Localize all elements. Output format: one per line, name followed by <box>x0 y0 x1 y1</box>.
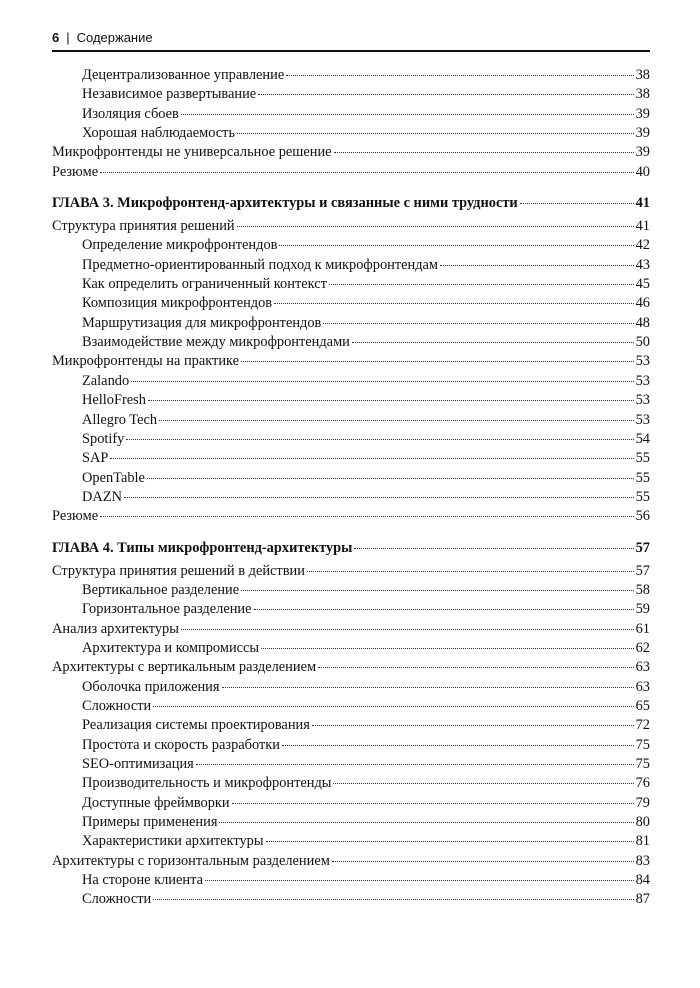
toc-entry-page: 58 <box>635 581 650 598</box>
toc-entry-title: ГЛАВА 3. Микрофронтенд-архитектуры и связанные с ними трудности <box>52 195 518 212</box>
toc-entry[interactable] <box>52 871 650 890</box>
toc-entry-title: Независимое развертывание <box>82 86 257 103</box>
toc-entry-page: 39 <box>635 125 650 142</box>
toc-entry[interactable] <box>52 620 650 639</box>
leader-dots <box>332 861 634 862</box>
toc-entry-title: DAZN <box>82 488 122 505</box>
toc-entry-title: Архитектуры с горизонтальным разделением <box>52 852 330 869</box>
toc-entry-title: Простота и скорость разработки <box>82 736 280 753</box>
leader-dots <box>232 803 634 804</box>
leader-dots <box>274 303 634 304</box>
toc-entry-title: Как определить ограниченный контекст <box>82 276 327 293</box>
toc-entry-page: 76 <box>635 775 650 792</box>
toc-entry-title: Доступные фреймворки <box>82 794 230 811</box>
leader-dots <box>153 899 633 900</box>
toc-entry-page: 65 <box>635 697 650 714</box>
toc-entry-title: Сложности <box>82 891 152 908</box>
toc-entry[interactable] <box>52 85 650 104</box>
toc-entry-page: 57 <box>635 562 650 579</box>
toc-entry-page: 55 <box>635 450 650 467</box>
toc-entry-title: Производительность и микрофронтенды <box>82 775 332 792</box>
leader-dots <box>254 609 634 610</box>
leader-dots <box>219 822 633 823</box>
leader-dots <box>282 745 634 746</box>
toc-entry-title: Примеры применения <box>82 814 218 831</box>
toc-entry[interactable] <box>52 333 650 352</box>
toc-entry-title: Резюме <box>52 508 99 525</box>
toc-entry-title: Zalando <box>82 372 130 389</box>
leader-dots <box>131 381 633 382</box>
toc-entry-page: 87 <box>635 891 650 908</box>
leader-dots <box>205 880 634 881</box>
toc-entry-page: 43 <box>635 256 650 273</box>
toc-entry[interactable] <box>52 678 650 697</box>
leader-dots <box>520 203 634 204</box>
toc-entry[interactable] <box>52 774 650 793</box>
leader-dots <box>307 571 634 572</box>
leader-dots <box>318 667 634 668</box>
toc-entry-title: Spotify <box>82 430 125 447</box>
toc-entry[interactable] <box>52 236 650 255</box>
leader-dots <box>329 284 634 285</box>
toc-entry-title: SAP <box>82 450 109 467</box>
toc-entry[interactable] <box>52 794 650 813</box>
leader-dots <box>333 783 633 784</box>
toc-entry-title: Структура принятия решений в действии <box>52 562 305 579</box>
leader-dots <box>237 226 634 227</box>
leader-dots <box>266 841 634 842</box>
toc-entry-title: Определение микрофронтендов <box>82 237 278 254</box>
toc-entry-title: Хорошая наблюдаемость <box>82 125 236 142</box>
toc-entry[interactable] <box>52 105 650 124</box>
toc-entry-title: HelloFresh <box>82 392 146 409</box>
toc-entry[interactable] <box>52 66 650 85</box>
toc-entry-title: Предметно-ориентированный подход к микрофронтендам <box>82 256 439 273</box>
toc-entry[interactable] <box>52 507 650 526</box>
toc-entry-title: Микрофронтенды не универсальное решение <box>52 144 332 161</box>
leader-dots <box>181 629 634 630</box>
toc-entry[interactable] <box>52 352 650 371</box>
toc-entry-page: 83 <box>635 852 650 869</box>
leader-dots <box>440 265 634 266</box>
toc-entry-page: 46 <box>635 295 650 312</box>
toc-entry-page: 53 <box>635 392 650 409</box>
toc-entry[interactable] <box>52 275 650 294</box>
toc-entry[interactable] <box>52 562 650 581</box>
toc-entry-page: 59 <box>635 601 650 618</box>
toc-entry-page: 41 <box>635 218 650 235</box>
toc-entry-page: 45 <box>635 276 650 293</box>
leader-dots <box>323 323 633 324</box>
toc-entry[interactable] <box>52 852 650 871</box>
leader-dots <box>181 114 634 115</box>
toc-entry-page: 62 <box>635 639 650 656</box>
toc-entry-title: Анализ архитектуры <box>52 620 179 637</box>
toc-entry[interactable] <box>52 449 650 468</box>
toc-entry-title: Сложности <box>82 697 152 714</box>
toc-entry-page: 53 <box>635 411 650 428</box>
toc-entry-page: 75 <box>635 756 650 772</box>
toc-entry-title: Allegro Tech <box>82 411 158 428</box>
toc-entry-title: Реализация системы проектирования <box>82 717 310 734</box>
toc-entry-title: OpenTable <box>82 469 145 486</box>
leader-dots <box>237 133 634 134</box>
toc-entry-page: 38 <box>635 67 650 83</box>
toc-entry[interactable] <box>52 488 650 507</box>
toc-entry[interactable] <box>52 890 650 909</box>
toc-entry[interactable] <box>52 813 650 832</box>
toc-entry-title: Оболочка приложения <box>82 678 220 695</box>
toc-entry-page: 84 <box>635 872 650 889</box>
toc-entry[interactable] <box>52 755 650 774</box>
leader-dots <box>100 172 633 173</box>
toc-entry-page: 80 <box>635 814 650 831</box>
toc-entry[interactable] <box>52 143 650 162</box>
toc-entry-page: 79 <box>635 794 650 811</box>
toc-entry[interactable] <box>52 217 650 236</box>
toc-entry-title: Децентрализованное управление <box>82 67 285 83</box>
leader-dots <box>261 648 634 649</box>
table-of-contents <box>52 66 650 910</box>
leader-dots <box>258 94 633 95</box>
toc-chapter-entry[interactable] <box>52 537 650 560</box>
toc-entry-title: Архитектуры с вертикальным разделением <box>52 659 317 676</box>
toc-entry-title: Маршрутизация для микрофронтендов <box>82 314 322 331</box>
leader-dots <box>352 342 634 343</box>
toc-entry-page: 63 <box>635 659 650 676</box>
toc-entry[interactable] <box>52 124 650 143</box>
leader-dots <box>124 497 634 498</box>
toc-entry-page: 54 <box>635 430 650 447</box>
leader-dots <box>334 152 634 153</box>
leader-dots <box>222 687 634 688</box>
leader-dots <box>148 400 634 401</box>
leader-dots <box>279 245 633 246</box>
leader-dots <box>354 548 633 549</box>
running-header <box>52 30 650 52</box>
leader-dots <box>153 706 633 707</box>
toc-entry-page: 61 <box>635 620 650 637</box>
leader-dots <box>241 590 633 591</box>
toc-entry[interactable] <box>52 391 650 410</box>
leader-dots <box>241 361 634 362</box>
toc-entry-page: 48 <box>635 314 650 331</box>
toc-entry-page: 81 <box>635 833 650 850</box>
toc-entry-page: 75 <box>635 736 650 753</box>
toc-entry-title: Горизонтальное разделение <box>82 601 252 618</box>
toc-entry-page: 53 <box>635 372 650 389</box>
page-number: 6 <box>52 30 60 45</box>
leader-dots <box>126 439 633 440</box>
toc-entry[interactable] <box>52 581 650 600</box>
toc-entry-title: Изоляция сбоев <box>82 105 179 122</box>
toc-entry-title: Микрофронтенды на практике <box>52 353 240 370</box>
leader-dots <box>159 420 634 421</box>
toc-chapter-entry[interactable] <box>52 192 650 215</box>
toc-entry[interactable] <box>52 314 650 333</box>
toc-entry-page: 53 <box>635 353 650 370</box>
toc-entry-page: 50 <box>635 334 650 351</box>
toc-entry[interactable] <box>52 600 650 619</box>
toc-entry-page: 39 <box>635 105 650 122</box>
toc-entry-title: Композиция микрофронтендов <box>82 295 273 312</box>
toc-entry[interactable] <box>52 697 650 716</box>
toc-entry-page: 55 <box>635 469 650 486</box>
leader-dots <box>100 516 633 517</box>
leader-dots <box>196 764 634 765</box>
leader-dots <box>147 478 634 479</box>
toc-entry-page: 38 <box>635 86 650 103</box>
leader-dots <box>286 75 633 76</box>
toc-entry[interactable] <box>52 716 650 735</box>
toc-entry-page: 57 <box>635 539 650 556</box>
toc-entry-page: 39 <box>635 144 650 161</box>
toc-entry[interactable] <box>52 294 650 313</box>
toc-entry-page: 56 <box>635 508 650 525</box>
toc-entry[interactable] <box>52 658 650 677</box>
toc-entry-page: 72 <box>635 717 650 734</box>
toc-entry-title: Вертикальное разделение <box>82 581 240 598</box>
toc-entry[interactable] <box>52 411 650 430</box>
header-separator: | <box>66 30 70 45</box>
toc-entry-title: Резюме <box>52 163 99 180</box>
toc-entry[interactable] <box>52 832 650 851</box>
toc-entry-title: ГЛАВА 4. Типы микрофронтенд-архитектуры <box>52 539 353 556</box>
toc-entry-title: Взаимодействие между микрофронтендами <box>82 334 350 351</box>
toc-entry-title: На стороне клиента <box>82 872 203 889</box>
toc-entry[interactable] <box>52 256 650 275</box>
header-title: Содержание <box>76 30 153 45</box>
toc-entry[interactable] <box>52 469 650 488</box>
leader-dots <box>312 725 634 726</box>
toc-entry-page: 41 <box>635 195 650 212</box>
toc-entry-page: 42 <box>635 237 650 254</box>
leader-dots <box>110 458 633 459</box>
toc-entry[interactable] <box>52 163 650 182</box>
toc-entry-title: Характеристики архитектуры <box>82 833 264 850</box>
toc-entry-page: 40 <box>635 163 650 180</box>
toc-entry-title: Структура принятия решений <box>52 218 235 235</box>
toc-entry[interactable] <box>52 430 650 449</box>
toc-entry-title: Архитектура и компромиссы <box>82 639 260 656</box>
toc-entry[interactable] <box>52 372 650 391</box>
toc-entry-page: 63 <box>635 678 650 695</box>
toc-entry-title: SEO-оптимизация <box>82 756 194 772</box>
toc-entry[interactable] <box>52 736 650 755</box>
toc-entry-page: 55 <box>635 488 650 505</box>
toc-entry[interactable] <box>52 639 650 658</box>
